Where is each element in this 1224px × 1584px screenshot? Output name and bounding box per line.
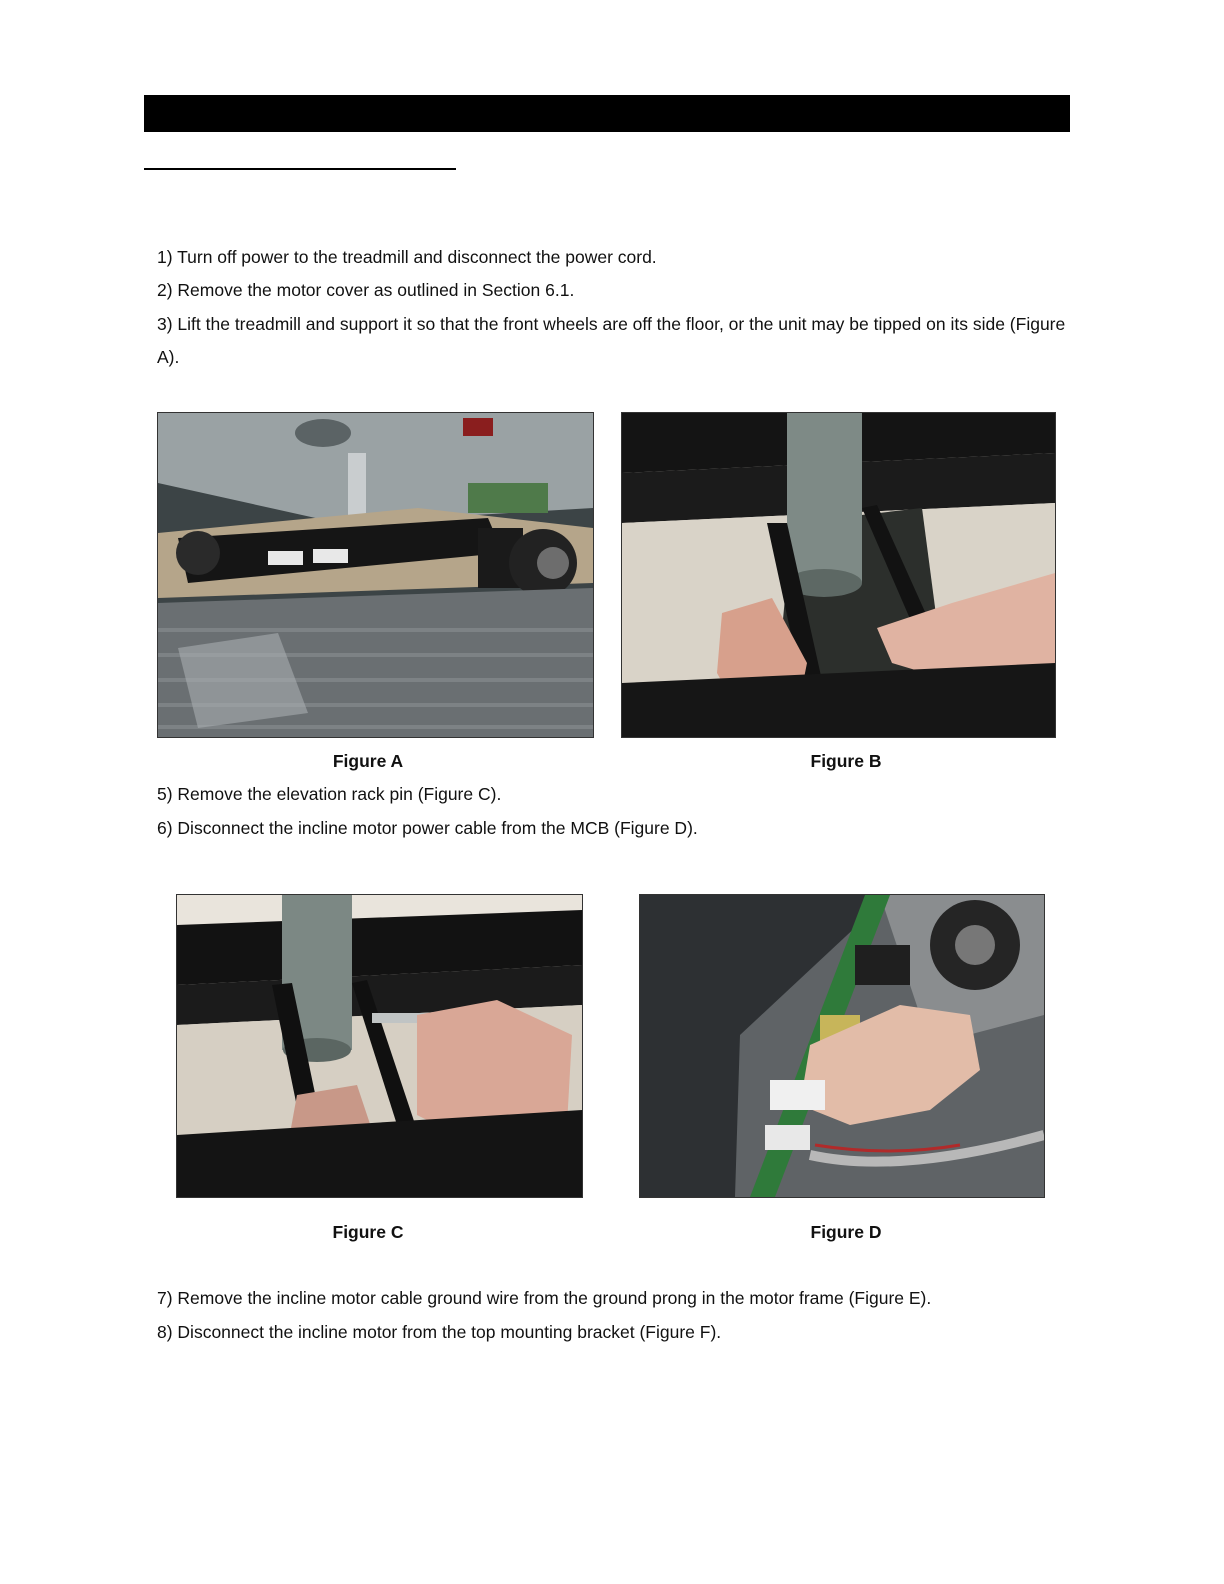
figure-a-photo: [157, 412, 594, 738]
step-2: 2) Remove the motor cover as outlined in Section 6.1.: [157, 280, 575, 300]
step-5: 5) Remove the elevation rack pin (Figure C).: [157, 784, 502, 804]
step-1: 1) Turn off power to the treadmill and disconnect the power cord.: [157, 247, 657, 267]
section-header-bar: [144, 95, 1070, 132]
step-7: 7) Remove the incline motor cable ground wire from the ground prong in the motor frame (Figure E).: [157, 1288, 932, 1308]
figure-b-caption: Figure B: [810, 751, 882, 771]
step-6: 6) Disconnect the incline motor power cable from the MCB (Figure D).: [157, 818, 698, 838]
title-underline: [144, 168, 456, 170]
step-3: 3) Lift the treadmill and support it so that the front wheels are off the floor, or the unit may be tipped on its side (Figure A).: [157, 314, 1066, 367]
figure-a-caption: Figure A: [332, 751, 404, 771]
figure-d-photo: [639, 894, 1045, 1198]
figure-b-photo: [621, 412, 1056, 738]
figure-c-caption: Figure C: [332, 1222, 404, 1242]
step-8: 8) Disconnect the incline motor from the top mounting bracket (Figure F).: [157, 1322, 722, 1342]
figure-d-caption: Figure D: [810, 1222, 882, 1242]
figure-c-photo: [176, 894, 583, 1198]
